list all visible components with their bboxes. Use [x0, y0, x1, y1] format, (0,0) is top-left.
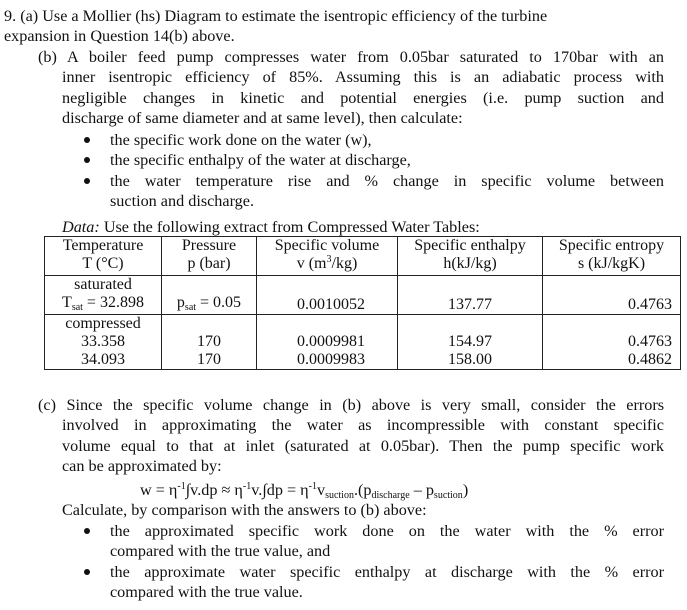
- bullet-icon: [84, 569, 90, 575]
- part-a: [4, 6, 664, 47]
- header-enthalpy: Specific enthalpy h(kJ/kg): [398, 237, 543, 276]
- part-a-label: (a): [20, 7, 39, 25]
- pump-work-formula: $w = \eta^{-1}\int v.dp \approx \eta^{-1}v.\int dp$ = $\eta^{-1}vsuction.(pdischarge$ – psuction): [140, 481, 469, 501]
- bullet-icon: [84, 137, 90, 143]
- list-item: the approximated specific work done on the water with the % error compared with the true value, and: [84, 521, 664, 562]
- table-header-row: [45, 237, 681, 276]
- part-c-text-3: volume equal to that at inlet (saturated at 0.05bar). Then the pump specific work: [62, 436, 664, 455]
- part-c-label: (c): [38, 396, 56, 414]
- part-b-bullets: [84, 130, 664, 212]
- data-text: Use the following extract from Compressed Water Tables:: [103, 218, 480, 236]
- part-b: [38, 47, 664, 129]
- part-b-line-1: [38, 47, 664, 67]
- header-entropy: Specific entropy s (kJ/kgK): [543, 237, 681, 276]
- compressed-water-table: [44, 236, 681, 370]
- bullet-icon: [84, 178, 90, 184]
- list-item: the specific enthalpy of the water at discharge,: [84, 150, 664, 170]
- part-b-text-1: A boiler feed pump compresses water from 0.05bar saturated to 170bar with an: [67, 48, 665, 66]
- part-a-text-2: expansion in Question 14(b) above.: [4, 27, 235, 46]
- saturated-label: saturated: [74, 276, 132, 293]
- data-label: Data:: [62, 218, 100, 236]
- part-c-text-1: Since the specific volume change in (b) above is very small, consider the errors: [66, 396, 665, 414]
- header-pressure: Pressure p (bar): [162, 237, 257, 276]
- part-c-bullets: [84, 521, 664, 603]
- part-a-text-1: Use a Mollier (hs) Diagram to estimate the isentropic efficiency of the turbine: [42, 7, 548, 25]
- part-b-label: (b): [38, 48, 57, 66]
- header-volume: Specific volume v $(m^3/kg)$: [257, 237, 398, 276]
- part-a-line-1: [4, 6, 664, 26]
- compressed-label: compressed: [65, 315, 141, 332]
- table-row: compressed 33.358 34.093 170 170 0.0009981 0.0009983 154.97 158.00 0.4763 0.4862: [45, 315, 681, 370]
- table-row: saturated Tsat = 32.898 psat = 0.05 0.0010052 137.77 0.4763: [45, 276, 681, 315]
- part-c-text-4: can be approximated by:: [62, 457, 222, 476]
- bullet-icon: [84, 157, 90, 163]
- bullet-icon: [84, 528, 90, 534]
- part-b-text-4: discharge of same diameter and at same level), then calculate:: [62, 109, 463, 128]
- part-c: [38, 395, 664, 477]
- list-item: the specific work done on the water (w),: [84, 130, 664, 150]
- header-temperature: Temperature T (°C): [45, 237, 162, 276]
- data-caption: [62, 217, 480, 237]
- part-b-text-2: inner isentropic efficiency of 85%. Assuming this is an adiabatic process with: [62, 68, 664, 87]
- part-c-line-1: [38, 395, 664, 415]
- list-item: the approximate water specific enthalpy at discharge with the % error compared with the true value.: [84, 562, 664, 603]
- list-item: the water temperature rise and % change in specific volume between suction and discharge.: [84, 171, 664, 212]
- part-c-text-2: involved in approximating the water as incompressible with constant specific: [62, 416, 664, 435]
- calculate-instruction: Calculate, by comparison with the answers to (b) above:: [62, 501, 427, 519]
- question-number: 9.: [4, 7, 17, 25]
- part-b-text-3: negligible changes in kinetic and potential energies (i.e. pump suction and: [62, 88, 664, 107]
